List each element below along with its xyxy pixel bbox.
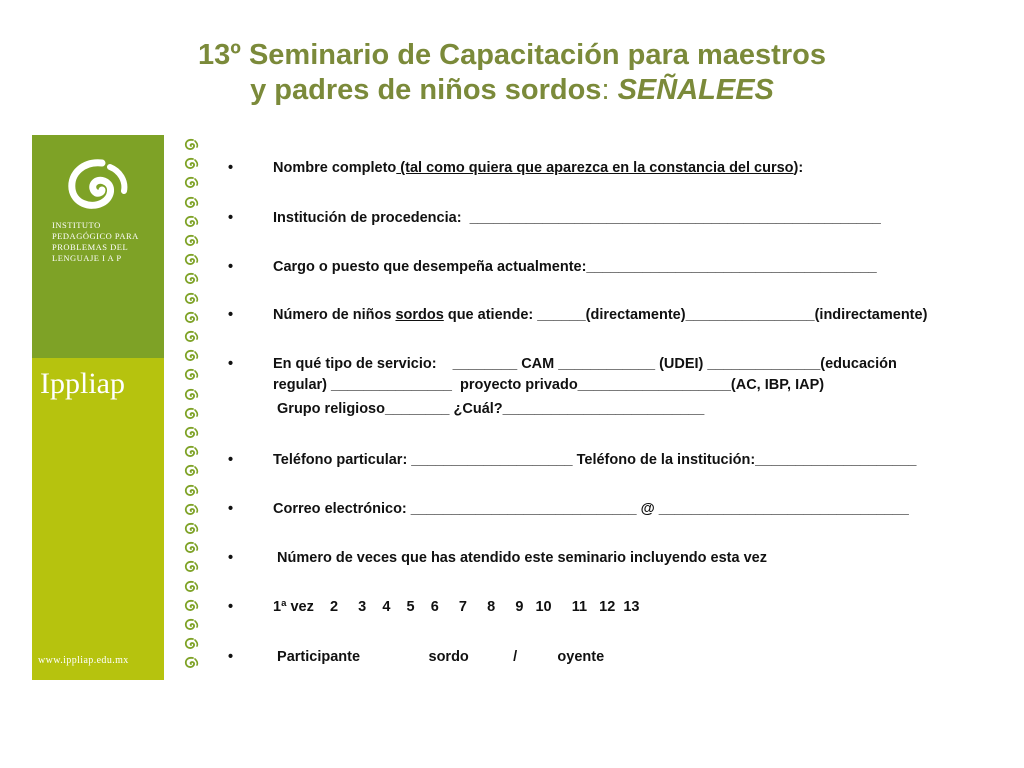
children-pre: Número de niños bbox=[273, 307, 396, 323]
service-line-1: En qué tipo de servicio: ________ CAM ____________ (UDEI) ______________(educación bbox=[273, 356, 897, 372]
swirl-icon bbox=[184, 618, 199, 631]
swirl-icon bbox=[184, 484, 199, 497]
swirl-icon bbox=[184, 253, 199, 266]
swirl-icon bbox=[184, 311, 199, 324]
title-emphasis: SEÑALEES bbox=[617, 74, 774, 106]
bullet: • bbox=[228, 452, 234, 468]
swirl-icon bbox=[184, 138, 199, 151]
brand-name: Ippliap bbox=[40, 367, 125, 400]
swirl-icon bbox=[184, 503, 199, 516]
bullet: • bbox=[228, 160, 234, 176]
swirl-icon bbox=[184, 176, 199, 189]
bullet: • bbox=[228, 356, 234, 372]
bullet: • bbox=[228, 210, 234, 226]
times-options: 1ª vez 2 3 4 5 6 7 8 9 10 11 12 13 bbox=[273, 599, 640, 615]
name-note: (tal como quiera que aparezca en la constancia del curso bbox=[396, 160, 794, 176]
institution-field: Institución de procedencia: ___________________________________________________ bbox=[273, 210, 881, 226]
children-sordos: sordos bbox=[395, 307, 444, 323]
swirl-icon bbox=[184, 157, 199, 170]
swirl-icon bbox=[184, 599, 199, 612]
swirl-icon bbox=[184, 368, 199, 381]
swirl-icon bbox=[184, 272, 199, 285]
swirl-icon bbox=[184, 330, 199, 343]
swirl-icon bbox=[184, 464, 199, 477]
list-item-service bbox=[228, 354, 988, 420]
bullet: • bbox=[228, 550, 234, 566]
swirl-icon bbox=[184, 388, 199, 401]
institute-line: PEDAGÓGICO PARA bbox=[52, 231, 139, 241]
bullet: • bbox=[228, 307, 234, 323]
children-post: que atiende: ______(directamente)________________(indirectamente) bbox=[443, 307, 928, 323]
phones-field: Teléfono particular: ____________________ Teléfono de la institución:____________________ bbox=[273, 452, 917, 468]
swirl-icon bbox=[184, 637, 199, 650]
title-line-2-text: y padres de niños sordos bbox=[250, 74, 602, 106]
participant-type: Participante sordo / oyente bbox=[273, 649, 605, 665]
swirl-icon bbox=[184, 426, 199, 439]
website-url: www.ippliap.edu.mx bbox=[38, 655, 129, 666]
swirl-icon bbox=[184, 560, 199, 573]
swirl-icon bbox=[184, 407, 199, 420]
swirl-icon bbox=[184, 541, 199, 554]
swirl-icon bbox=[184, 522, 199, 535]
swirl-icon bbox=[184, 349, 199, 362]
banner-bottom-panel bbox=[32, 358, 164, 680]
swirl-icon bbox=[184, 196, 199, 209]
service-line-2: regular) _______________ proyecto privado___________________(AC, IBP, IAP) bbox=[273, 377, 825, 393]
bullet: • bbox=[228, 649, 234, 665]
title-colon: : bbox=[601, 74, 618, 106]
email-field: Correo electrónico: ____________________________ @ _______________________________ bbox=[273, 501, 909, 517]
swirl-icon bbox=[184, 656, 199, 669]
institute-line: INSTITUTO bbox=[52, 220, 101, 230]
ippliap-logo-icon bbox=[66, 157, 130, 211]
service-line-3: Grupo religioso________ ¿Cuál?_________________________ bbox=[273, 401, 705, 417]
bullet: • bbox=[228, 259, 234, 275]
slide-title bbox=[0, 38, 1024, 108]
name-label: Nombre completo bbox=[273, 160, 397, 176]
times-attended: Número de veces que has atendido este seminario incluyendo esta vez bbox=[273, 550, 767, 566]
title-line-2 bbox=[0, 73, 1024, 108]
institute-line: LENGUAJE I A P bbox=[52, 253, 122, 263]
title-line-1: 13º Seminario de Capacitación para maestros bbox=[198, 39, 826, 71]
name-end: ): bbox=[793, 160, 804, 176]
institute-name bbox=[52, 220, 139, 264]
swirl-icon bbox=[184, 215, 199, 228]
position-field: Cargo o puesto que desempeña actualmente:____________________________________ bbox=[273, 259, 877, 275]
ippliap-banner bbox=[32, 135, 164, 680]
institute-line: PROBLEMAS DEL bbox=[52, 242, 129, 252]
bullet: • bbox=[228, 501, 234, 517]
swirl-icon bbox=[184, 292, 199, 305]
swirl-icon bbox=[184, 580, 199, 593]
swirl-icon bbox=[184, 445, 199, 458]
bullet: • bbox=[228, 599, 234, 615]
swirl-icon bbox=[184, 234, 199, 247]
